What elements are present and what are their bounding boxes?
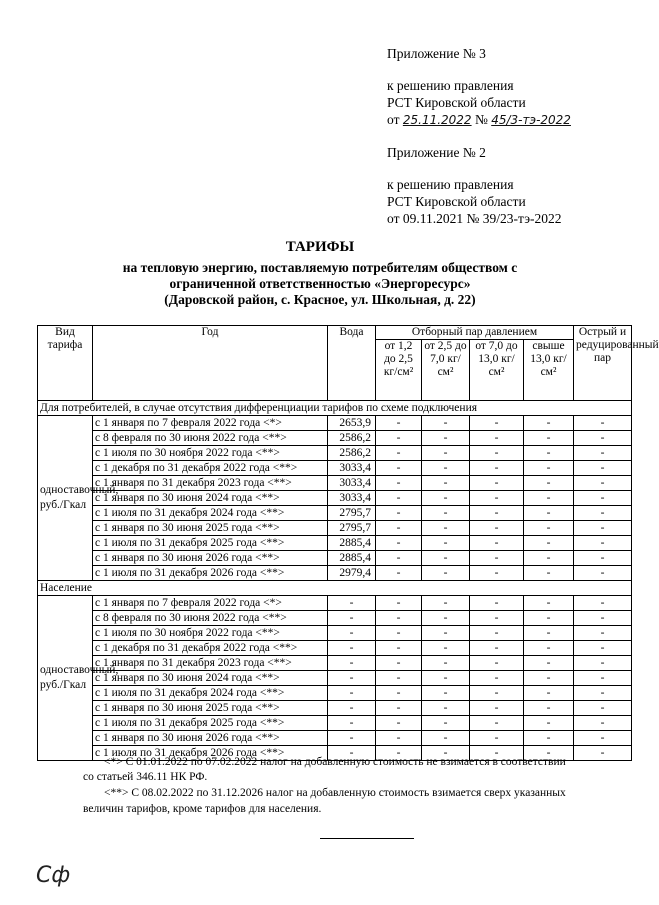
steam-tariff-cell: - [422,716,470,731]
steam-tariff-cell: - [422,521,470,536]
period-cell: с 1 декабря по 31 декабря 2022 года <**> [93,641,328,656]
appendix3-no: № [474,112,488,127]
steam-tariff-cell: - [376,446,422,461]
table-body [38,401,632,761]
water-tariff-cell: - [328,746,376,761]
steam-tariff-cell: - [470,746,524,761]
steam-tariff-cell: - [376,506,422,521]
steam-tariff-cell: - [422,446,470,461]
period-cell: с 1 декабря по 31 декабря 2022 года <**> [93,461,328,476]
steam-tariff-cell: - [376,656,422,671]
water-tariff-cell: - [328,716,376,731]
table-row [38,536,632,551]
steam-tariff-cell: - [470,641,524,656]
steam-tariff-cell: - [422,731,470,746]
col-steam2-header: от 2,5 до 7,0 кг/см² [422,340,470,401]
steam-tariff-cell: - [574,716,632,731]
steam-tariff-cell: - [574,566,632,581]
section-row [38,581,632,596]
steam-tariff-cell: - [574,521,632,536]
steam-tariff-cell: - [574,701,632,716]
col-steam3-header: от 7,0 до 13,0 кг/см² [470,340,524,401]
steam-tariff-cell: - [470,701,524,716]
steam-tariff-cell: - [574,416,632,431]
steam-tariff-cell: - [470,686,524,701]
steam-tariff-cell: - [470,731,524,746]
water-tariff-cell: 2586,2 [328,431,376,446]
steam-tariff-cell: - [422,431,470,446]
period-cell: с 1 июля по 31 декабря 2026 года <**> [93,566,328,581]
steam-tariff-cell: - [574,671,632,686]
steam-tariff-cell: - [422,491,470,506]
steam-tariff-cell: - [470,551,524,566]
table-row [38,446,632,461]
col-steam1-header: от 1,2 до 2,5 кг/см² [376,340,422,401]
steam-tariff-cell: - [422,566,470,581]
period-cell: с 8 февраля по 30 июня 2022 года <**> [93,431,328,446]
steam-tariff-cell: - [524,596,574,611]
appendix3-decision [387,112,571,128]
table-row [38,521,632,536]
steam-tariff-cell: - [422,506,470,521]
steam-tariff-cell: - [470,656,524,671]
steam-tariff-cell: - [422,656,470,671]
table-row [38,701,632,716]
footnote-2a: <**> С 08.02.2022 по 31.12.2026 налог на добавленную стоимость взимается сверх указанных [104,787,566,799]
steam-tariff-cell: - [376,611,422,626]
steam-tariff-cell: - [524,551,574,566]
steam-tariff-cell: - [376,416,422,431]
water-tariff-cell: - [328,671,376,686]
steam-tariff-cell: - [470,416,524,431]
period-cell: с 1 января по 7 февраля 2022 года <*> [93,596,328,611]
appendix3-line2: РСТ Кировской области [387,95,526,110]
steam-tariff-cell: - [376,491,422,506]
steam-tariff-cell: - [470,506,524,521]
water-tariff-cell: 2795,7 [328,521,376,536]
water-tariff-cell: 2586,2 [328,446,376,461]
title-line1: на тепловую энергию, поставляемую потребителям обществом с [122,260,518,275]
steam-tariff-cell: - [524,701,574,716]
period-cell: с 1 января по 7 февраля 2022 года <*> [93,416,328,431]
steam-tariff-cell: - [574,536,632,551]
appendix3-title: Приложение № 3 [387,46,486,61]
steam-tariff-cell: - [524,731,574,746]
steam-tariff-cell: - [574,491,632,506]
tariff-kind: одноставочный, руб./Гкал [38,416,93,581]
steam-tariff-cell: - [376,551,422,566]
steam-tariff-cell: - [422,641,470,656]
steam-tariff-cell: - [574,656,632,671]
steam-tariff-cell: - [574,626,632,641]
appendix3-from: от [387,112,400,127]
period-cell: с 1 июля по 31 декабря 2026 года <**> [93,746,328,761]
steam-tariff-cell: - [422,596,470,611]
steam-tariff-cell: - [470,476,524,491]
steam-tariff-cell: - [376,716,422,731]
steam-tariff-cell: - [422,536,470,551]
steam-tariff-cell: - [524,716,574,731]
steam-tariff-cell: - [376,566,422,581]
steam-tariff-cell: - [524,686,574,701]
steam-tariff-cell: - [422,671,470,686]
table-row [38,656,632,671]
period-cell: с 1 июля по 31 декабря 2025 года <**> [93,536,328,551]
steam-tariff-cell: - [574,746,632,761]
col-water-header: Вода [328,326,376,401]
steam-tariff-cell: - [422,701,470,716]
steam-tariff-cell: - [524,746,574,761]
steam-tariff-cell: - [574,731,632,746]
table-row [38,596,632,611]
steam-tariff-cell: - [422,476,470,491]
steam-tariff-cell: - [574,596,632,611]
steam-tariff-cell: - [524,491,574,506]
bottom-divider [320,838,414,839]
water-tariff-cell: 3033,4 [328,491,376,506]
appendix3-line1: к решению правления [387,78,514,93]
steam-tariff-cell: - [470,431,524,446]
section-row [38,401,632,416]
steam-tariff-cell: - [470,611,524,626]
tariff-table [37,325,659,761]
table-row [38,416,632,431]
table-header-row [38,326,632,340]
table-row [38,686,632,701]
steam-tariff-cell: - [470,626,524,641]
steam-tariff-cell: - [422,626,470,641]
steam-tariff-cell: - [422,461,470,476]
steam-tariff-cell: - [376,596,422,611]
table-row [38,671,632,686]
steam-tariff-cell: - [574,476,632,491]
period-cell: с 1 января по 31 декабря 2023 года <**> [93,656,328,671]
steam-tariff-cell: - [524,521,574,536]
steam-tariff-cell: - [470,461,524,476]
steam-tariff-cell: - [574,446,632,461]
water-tariff-cell: 2885,4 [328,551,376,566]
steam-tariff-cell: - [470,521,524,536]
handwritten-signature: Сф [36,863,71,888]
table-row [38,716,632,731]
steam-tariff-cell: - [376,746,422,761]
steam-tariff-cell: - [524,506,574,521]
steam-tariff-cell: - [422,746,470,761]
steam-tariff-cell: - [524,536,574,551]
footnote-2b: величин тарифов, кроме тарифов для населения. [83,803,322,815]
steam-tariff-cell: - [376,671,422,686]
col-steam-header: Отборный пар давлением [376,326,574,340]
steam-tariff-cell: - [376,731,422,746]
steam-tariff-cell: - [574,551,632,566]
steam-tariff-cell: - [524,446,574,461]
footnote-1a: <*> С 01.01.2022 по 07.02.2022 налог на добавленную стоимость не взимается в соответствии [104,756,566,768]
steam-tariff-cell: - [422,686,470,701]
steam-tariff-cell: - [376,461,422,476]
table-row [38,641,632,656]
steam-tariff-cell: - [470,716,524,731]
col-year-header: Год [93,326,328,401]
water-tariff-cell: 2795,7 [328,506,376,521]
steam-tariff-cell: - [524,431,574,446]
appendix2-line3: от 09.11.2021 № 39/23-тэ-2022 [387,211,562,226]
table-row [38,461,632,476]
steam-tariff-cell: - [524,416,574,431]
water-tariff-cell: - [328,686,376,701]
steam-tariff-cell: - [376,641,422,656]
period-cell: с 1 января по 30 июня 2025 года <**> [93,521,328,536]
period-cell: с 1 января по 30 июня 2024 года <**> [93,671,328,686]
steam-tariff-cell: - [574,506,632,521]
water-tariff-cell: - [328,641,376,656]
period-cell: с 1 января по 30 июня 2025 года <**> [93,701,328,716]
steam-tariff-cell: - [524,656,574,671]
period-cell: с 1 июля по 31 декабря 2025 года <**> [93,716,328,731]
steam-tariff-cell: - [470,596,524,611]
water-tariff-cell: 2885,4 [328,536,376,551]
steam-tariff-cell: - [470,536,524,551]
page-title: ТАРИФЫ [285,239,355,255]
footnote-1b: со статьей 346.11 НК РФ. [83,771,208,783]
period-cell: с 8 февраля по 30 июня 2022 года <**> [93,611,328,626]
steam-tariff-cell: - [470,446,524,461]
table-row [38,551,632,566]
steam-tariff-cell: - [422,416,470,431]
steam-tariff-cell: - [470,566,524,581]
water-tariff-cell: - [328,701,376,716]
section-title: Для потребителей, в случае отсутствия дифференциации тарифов по схеме подключения [38,401,632,416]
steam-tariff-cell: - [524,626,574,641]
table-row [38,476,632,491]
water-tariff-cell: - [328,611,376,626]
water-tariff-cell: - [328,596,376,611]
appendix2-line2: РСТ Кировской области [387,194,526,209]
appendix2-line1: к решению правления [387,177,514,192]
steam-tariff-cell: - [422,611,470,626]
table-row [38,731,632,746]
steam-tariff-cell: - [574,641,632,656]
steam-tariff-cell: - [574,431,632,446]
steam-tariff-cell: - [376,476,422,491]
period-cell: с 1 июля по 30 ноября 2022 года <**> [93,626,328,641]
table-row [38,566,632,581]
period-cell: с 1 января по 31 декабря 2023 года <**> [93,476,328,491]
table-row [38,431,632,446]
steam-tariff-cell: - [574,461,632,476]
col-sharp-steam-header: Острый и редуцированный пар [574,326,632,401]
water-tariff-cell: - [328,656,376,671]
period-cell: с 1 июля по 31 декабря 2024 года <**> [93,506,328,521]
period-cell: с 1 января по 30 июня 2026 года <**> [93,731,328,746]
water-tariff-cell: 3033,4 [328,461,376,476]
steam-tariff-cell: - [524,566,574,581]
table-row [38,626,632,641]
steam-tariff-cell: - [376,626,422,641]
water-tariff-cell: 2653,9 [328,416,376,431]
steam-tariff-cell: - [376,521,422,536]
steam-tariff-cell: - [422,551,470,566]
section-title: Население [38,581,632,596]
water-tariff-cell: - [328,731,376,746]
period-cell: с 1 июля по 31 декабря 2024 года <**> [93,686,328,701]
steam-tariff-cell: - [376,686,422,701]
tariff-kind: одноставочный, руб./Гкал [38,596,93,761]
table-row [38,506,632,521]
steam-tariff-cell: - [470,671,524,686]
appendix3-number: 45/3-тэ-2022 [491,113,571,127]
period-cell: с 1 января по 30 июня 2026 года <**> [93,551,328,566]
steam-tariff-cell: - [376,701,422,716]
water-tariff-cell: - [328,626,376,641]
steam-tariff-cell: - [524,671,574,686]
period-cell: с 1 июля по 30 ноября 2022 года <**> [93,446,328,461]
steam-tariff-cell: - [376,536,422,551]
appendix2-title: Приложение № 2 [387,145,486,160]
steam-tariff-cell: - [574,686,632,701]
title-line3: (Даровской район, с. Красное, ул. Школьная, д. 22) [164,292,476,307]
period-cell: с 1 января по 30 июня 2024 года <**> [93,491,328,506]
steam-tariff-cell: - [524,611,574,626]
table-row [38,491,632,506]
title-line2: ограниченной ответственностью «Энергоресурс» [169,276,471,291]
col-steam4-header: свыше 13,0 кг/см² [524,340,574,401]
table-row [38,611,632,626]
water-tariff-cell: 2979,4 [328,566,376,581]
steam-tariff-cell: - [470,491,524,506]
steam-tariff-cell: - [524,641,574,656]
steam-tariff-cell: - [376,431,422,446]
appendix3-date: 25.11.2022 [402,113,472,127]
steam-tariff-cell: - [524,461,574,476]
col-kind-header: Вид тарифа [38,326,93,401]
water-tariff-cell: 3033,4 [328,476,376,491]
steam-tariff-cell: - [524,476,574,491]
steam-tariff-cell: - [574,611,632,626]
